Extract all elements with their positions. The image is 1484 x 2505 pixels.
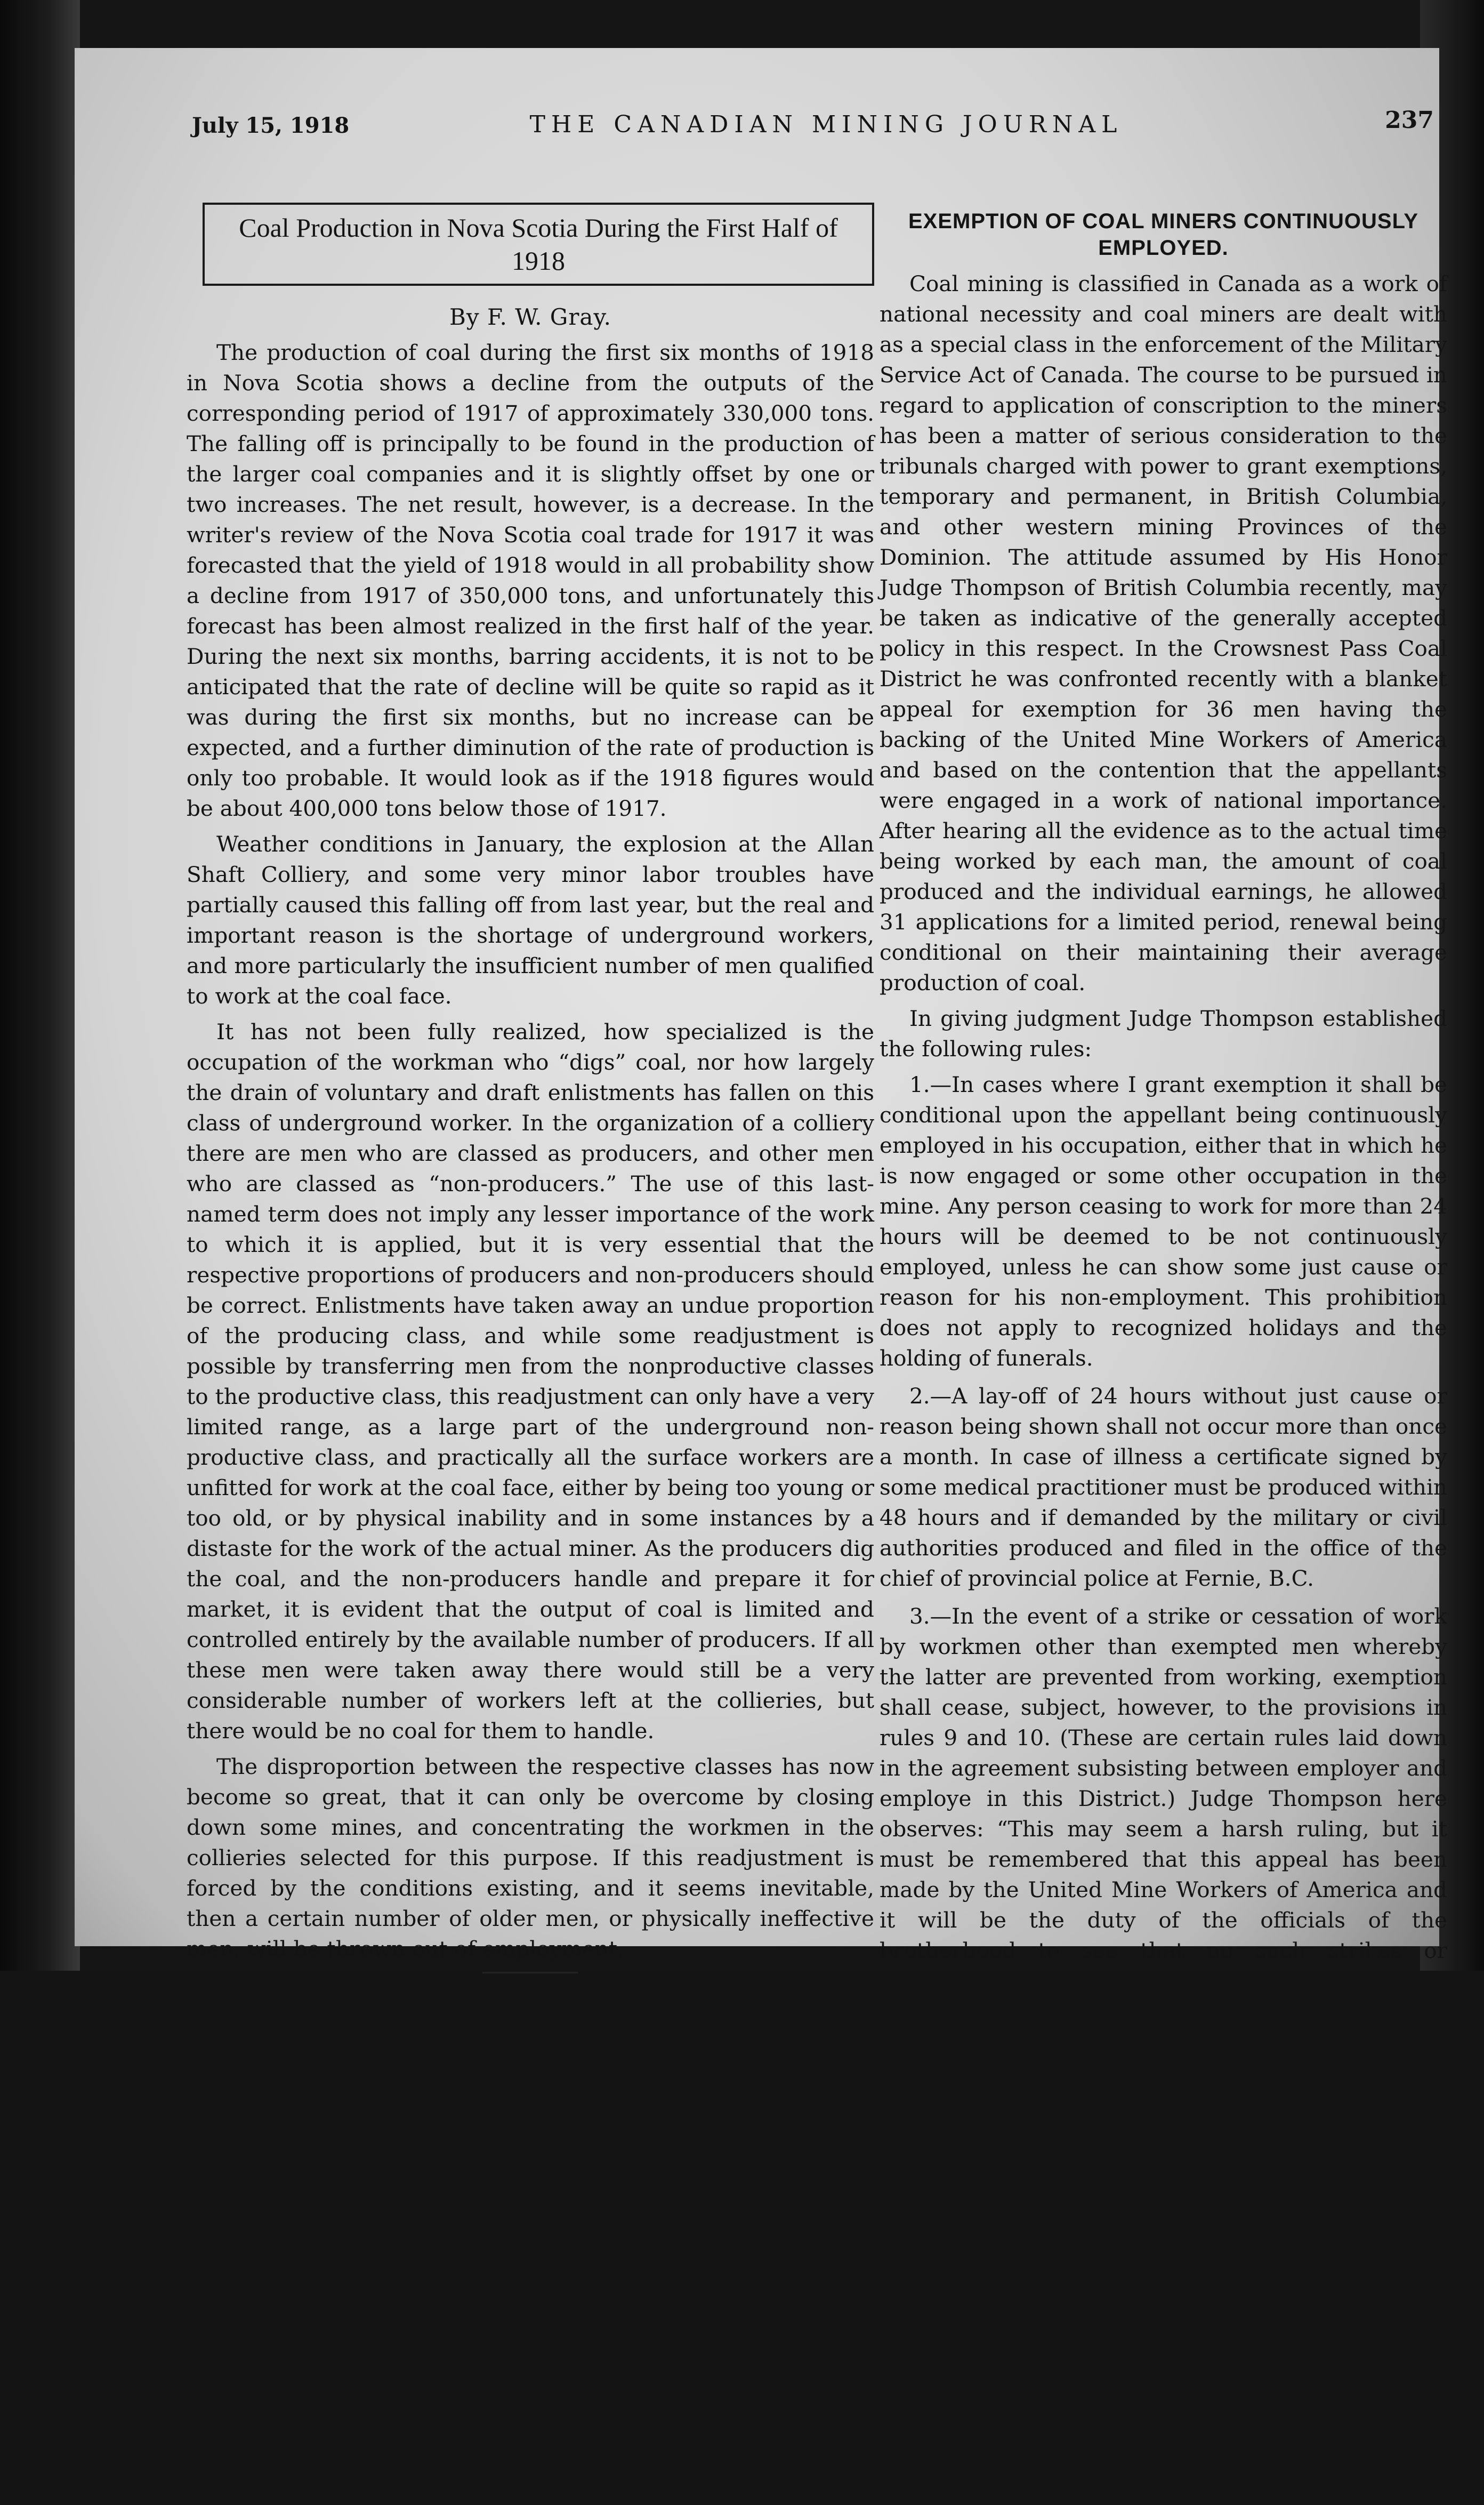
right-column <box>880 208 1447 2505</box>
issue-date: July 15, 1918 <box>192 113 350 138</box>
left-column <box>187 203 874 2140</box>
left-article-title: Coal Production in Nova Scotia During the First Half of 1918 <box>203 203 874 286</box>
byline: By F. W. Gray. <box>449 304 611 330</box>
left-paragraph-2: Weather conditions in January, the explosion at the Allan Shaft Colliery, and some very minor labor troubles have partially caused this falling off from last year, but the real and important reason is the shortage of underground workers, and more particularly the insufficient number of men qualified to work at the coal face. <box>187 831 874 1009</box>
left-paragraph-1: The production of coal during the first six months of 1918 in Nova Scotia shows a decline from the outputs of the corresponding period of 1917 of approximately 330,000 tons. The falling off is principally to be found in the production of the larger coal companies and it is slightly offset by one or two increases. The net result, however, is a decrease. In the writer's review of the Nova Scotia coal trade for 1917 it was forecasted that the yield of 1918 would in all probability show a decline from 1917 of 350,000 tons, and unfortunately this forecast has been almost realized in the first half of the year. During the next six months, barring accidents, it is not to be anticipated that the rate of decline will be quite so rapid as it was during the first six months, but no increase can be expected, and a further diminution of the rate of production is only too probable. It would look as if the 1918 figures would be about 400,000 tons below those of 1917. <box>187 340 874 821</box>
rule-2: 2.—A lay-off of 24 hours without just cause or reason being shown shall not occur more than once a month. In case of illness a certificate signed by some medical practitioner must be produced within 48 hours and if demanded by the military or civil authorities produced and filed in the office of the chief of provincial police at Fernie, B.C. <box>880 1383 1447 1591</box>
standard-silver-lead-note: A statement issued by the Standard Silver-Lead Mining Co. in Spokane, Washington, indicates that that company operated at a loss of $7,010 during the month of April, as against a profit of $26,255 in the preceding month. <box>187 1985 874 2132</box>
right-article-title: EXEMPTION OF COAL MINERS CONTINUOUSLY EMPLOYED. <box>908 210 1419 260</box>
left-paragraph-3: It has not been fully realized, how specialized is the occupation of the workman who “digs” coal, nor how largely the drain of voluntary and draft enlistments has fallen on this class of underground worker. In the organization of a colliery there are men who are classed as producers, and other men who are classed as “non-producers.” The use of this last-named term does not imply any lesser importance of the work to which it is applied, but it is very essential that the respective proportions of producers and non-producers should be correct. Enlistments have taken away an undue proportion of the producing class, and while some readjustment is possible by transferring men from the nonproductive classes to the productive class, this readjustment can only have a very limited range, as a large part of the underground non-productive class, and practically all the surface workers are unfitted for work at the coal face, either by being too young or too old, or by physical inability and in some instances by a distaste for the work of the actual miner. As the producers dig the coal, and the non-producers handle and prepare it for market, it is evident that the output of coal is limited and controlled entirely by the available number of producers. If all these men were taken away there would still be a very considerable number of workers left at the collieries, but there would be no coal for them to handle. <box>187 1019 874 1744</box>
separator-rule <box>482 1972 578 1973</box>
rule-1: 1.—In cases where I grant exemption it shall be conditional upon the appellant being continuously employed in his occupation, either that in which he is now engaged or some other occupation in the mine. Any person ceasing to work for more than 24 hours will be deemed to be not continuously employed, unless he can show some just cause or reason for his non-employment. This prohibition does not apply to recognized holidays and the holding of funerals. <box>880 1072 1447 1371</box>
right-paragraph-2: In giving judgment Judge Thompson established the following rules: <box>880 1006 1447 1062</box>
rule-4: 4.—No exempted man shall occupy an official position or carry on work which will necessitate his absence from work at his usual occupation in the mines. In the event of any person to whom exemption is granted desiring to change his employment from one employer to another he may do so upon application being made in writing to me and a certificate allowed by me. <box>880 2006 1447 2244</box>
page-number: 237 <box>1385 107 1434 134</box>
rule-5: 5.—In the event of any dispute arising between the military authorities and any person to whom exemption is granted, or in the event of the military authorities drafting, detaining or arresting an exempted man for alleged noncompliance with these rules, or from any cause, the matter shall be brought before me as speedily as possible for determination. <box>880 2257 1447 2495</box>
right-paragraph-1: Coal mining is classified in Canada as a work of national necessity and coal miners are dealt with as a special class in the enforcement of the Military Service Act of Canada. The course to be pursued in regard to application of conscription to the miners has been a matter of serious consideration to the tribunals charged with power to grant exemptions, temporary and permanent, in British Columbia, and other western mining Provinces of the Dominion. The attitude assumed by His Honor Judge Thompson of British Columbia recently, may be taken as indicative of the generally accepted policy in this respect. In the Crowsnest Pass Coal District he was confronted recently with a blanket appeal for exemption for 36 men having the backing of the United Mine Workers of America and based on the contention that the appellants were engaged in a work of national importance. After hearing all the evidence as to the actual time being worked by each man, the amount of coal produced and the individual earnings, he allowed 31 applications for a limited period, renewal being conditional on their maintaining their average production of coal. <box>880 271 1447 995</box>
left-page-edge <box>0 0 80 1971</box>
running-header <box>192 107 1434 149</box>
left-paragraph-4: The disproportion between the respective classes has now become so great, that it can only be overcome by closing down some mines, and concentrating the workmen in the collieries selected for this purpose. If this readjustment is forced by the conditions existing, and it seems inevitable, then a certain number of older men, or physically ineffective men, will be thrown out of employment. <box>187 1754 874 1962</box>
rule-3: 3.—In the event of a strike or cessation of work by workmen other than exempted men whereby the latter are prevented from working, exemption shall cease, subject, however, to the provisions in rules 9 and 10. (These are certain rules laid down in the agreement subsisting between employer and employe in this District.) Judge Thompson here observes: “This may seem a harsh ruling, but it must be remembered that this appeal has been made by the United Mine Workers of America and it will be the duty of the officials of the brotherhood to see that no such strikes or cessations of work occur.” <box>880 1603 1447 1994</box>
journal-page <box>75 48 1447 2495</box>
journal-title: THE CANADIAN MINING JOURNAL <box>529 111 1123 138</box>
